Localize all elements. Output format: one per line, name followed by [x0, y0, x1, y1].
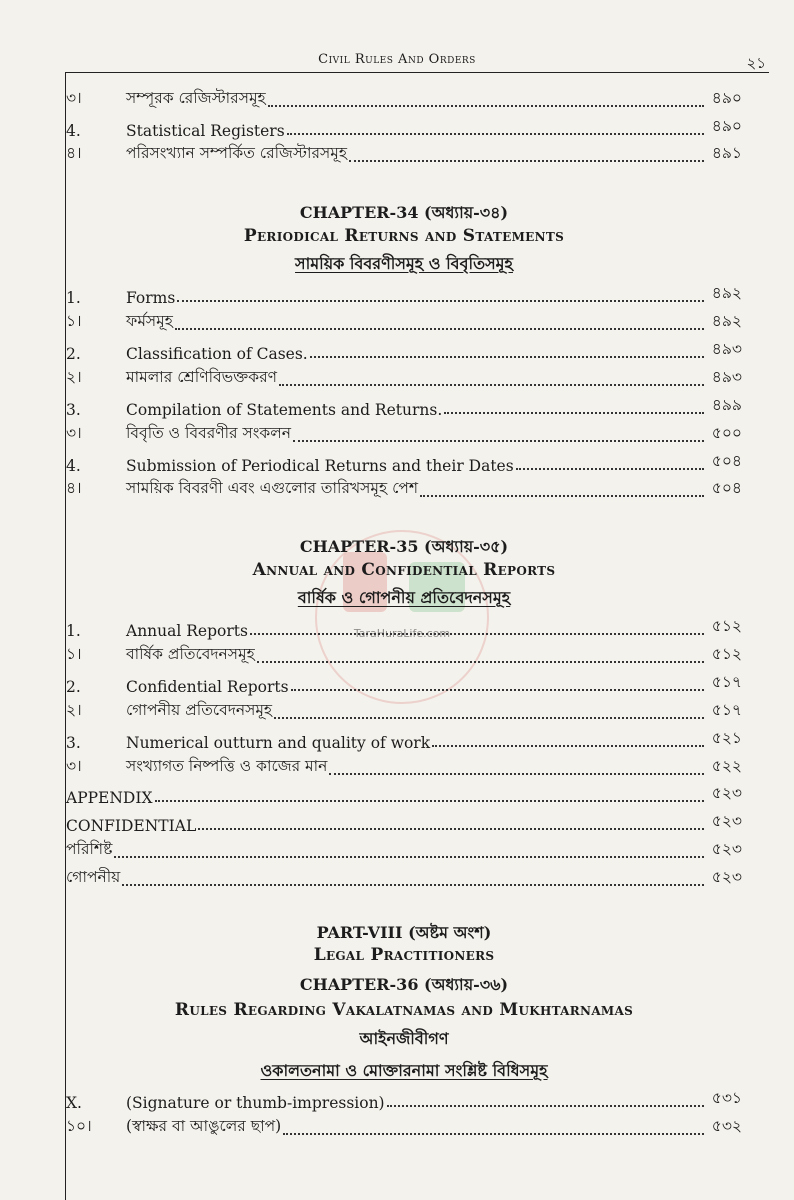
entry-number: ১।: [66, 645, 82, 663]
leader-dots: [250, 633, 704, 635]
entry-page: ৫০০: [711, 424, 742, 442]
chapter-34-title-bn: সাময়িক বিবরণীসমূহ ও বিবৃতিসমূহ: [295, 254, 513, 273]
toc-entry: [66, 421, 742, 447]
leader-dots: [268, 105, 704, 107]
entry-page: ৪৯২: [711, 284, 742, 302]
leader-dots: [420, 495, 704, 497]
toc-entry: [66, 337, 742, 363]
toc-entry: [66, 698, 742, 724]
entry-page: ৪৯১: [711, 144, 742, 162]
entry-number: X.: [66, 1094, 82, 1112]
entry-number: 4.: [66, 457, 81, 475]
chapter-34-title: Periodical Returns and Statements: [243, 226, 565, 246]
part-8-title: PART-VIII (অষ্টম অংশ): [316, 923, 492, 942]
entry-page: ৫২২: [711, 757, 742, 775]
chapter-36-title-bn: ওকালতনামা ও মোক্তারনামা সংশ্লিষ্ট বিধিসমূহ: [260, 1061, 548, 1080]
entry-label: Statistical Registers: [126, 122, 285, 140]
entry-page: ৫১২: [711, 645, 742, 663]
entry-number: ১০।: [66, 1117, 92, 1135]
entry-page: ৫০৪: [711, 452, 742, 470]
entry-label: APPENDIX: [66, 789, 153, 807]
leader-dots: [279, 384, 704, 386]
toc-entry: [66, 1114, 742, 1140]
entry-page: ৫২৩: [711, 784, 742, 802]
entry-page: ৪৯০: [711, 117, 742, 135]
entry-page: ৫২৩: [711, 840, 742, 858]
toc-entry: [66, 754, 742, 780]
entry-page: ৫১২: [711, 617, 742, 635]
entry-page: ৪৯৯: [711, 396, 742, 414]
entry-page: ৫৩২: [711, 1117, 742, 1135]
entry-page: ৫২৩: [711, 868, 742, 886]
entry-page: ৪৯০: [711, 89, 742, 107]
leader-dots: [293, 440, 704, 442]
leader-dots: [329, 773, 704, 775]
entry-page: ৫২৩: [711, 812, 742, 830]
entry-label: গোপনীয় প্রতিবেদনসমূহ: [126, 701, 273, 719]
entry-label: বিবৃতি ও বিবরণীর সংকলন: [126, 424, 292, 442]
toc-entry: [66, 1086, 742, 1112]
leader-dots: [349, 160, 704, 162]
chapter-36-title: Rules Regarding Vakalatnamas and Mukhtarnamas: [174, 1000, 634, 1020]
entry-number: ৩।: [66, 757, 82, 775]
leader-dots: [287, 133, 704, 135]
entry-number: ৪।: [66, 144, 82, 162]
leader-dots: [257, 661, 704, 663]
entry-label: Numerical outturn and quality of work: [126, 734, 431, 752]
entry-label: Classification of Cases.: [126, 345, 308, 363]
chapter-35-number: CHAPTER-35 (অধ্যায়-৩৫): [299, 537, 509, 556]
entry-label: Compilation of Statements and Returns.: [126, 401, 443, 419]
entry-page: ৪৯৩: [711, 368, 742, 386]
toc-entry: [66, 86, 742, 112]
toc-entry: [66, 281, 742, 307]
page-number: ২১: [746, 54, 766, 72]
entry-label: সংখ্যাগত নিষ্পত্তি ও কাজের মান: [126, 757, 328, 775]
entry-number: ৩।: [66, 89, 82, 107]
entry-number: 3.: [66, 734, 81, 752]
entry-page: ৪৯২: [711, 312, 742, 330]
leader-dots: [177, 300, 704, 302]
toc-appendix-entry: [66, 865, 742, 891]
entry-number: 2.: [66, 345, 81, 363]
entry-label: Forms: [126, 289, 176, 307]
running-title: Civil Rules And Orders: [318, 52, 476, 67]
toc-appendix-entry: [66, 809, 742, 835]
entry-label: ফর্মসমূহ: [126, 312, 173, 330]
entry-number: 2.: [66, 678, 81, 696]
entry-number: ১।: [66, 312, 82, 330]
part-8-subtitle: Legal Practitioners: [313, 945, 495, 965]
leader-dots: [198, 828, 704, 830]
toc-entry: [66, 614, 742, 640]
entry-page: ৫১৭: [711, 673, 742, 691]
leader-dots: [291, 689, 704, 691]
toc-entry: [66, 365, 742, 391]
entry-page: ৫০৪: [711, 479, 742, 497]
entry-label: Confidential Reports: [126, 678, 289, 696]
leader-dots: [444, 412, 704, 414]
entry-label: (স্বাক্ষর বা আঙুলের ছাপ): [126, 1117, 282, 1135]
part-8-subtitle-bn: আইনজীবীগণ: [359, 1029, 449, 1048]
leader-dots: [274, 717, 704, 719]
toc-appendix-entry: [66, 837, 742, 863]
entry-label: পরিশিষ্ট: [66, 840, 113, 858]
entry-number: ২।: [66, 368, 82, 386]
leader-dots: [432, 745, 704, 747]
entry-page: ৫১৭: [711, 701, 742, 719]
entry-label: Submission of Periodical Returns and their Dates: [126, 457, 514, 475]
header-rule: [65, 72, 769, 73]
toc-entry: [66, 726, 742, 752]
entry-page: ৪৯৩: [711, 340, 742, 358]
leader-dots: [122, 884, 704, 886]
entry-number: ৩।: [66, 424, 82, 442]
entry-label: মামলার শ্রেণিবিভক্তকরণ: [126, 368, 277, 386]
leader-dots: [310, 356, 704, 358]
chapter-34-number: CHAPTER-34 (অধ্যায়-৩৪): [299, 203, 509, 222]
toc-entry: [66, 393, 742, 419]
toc-entry: [66, 670, 742, 696]
toc-entry: [66, 114, 742, 140]
leader-dots: [283, 1133, 704, 1135]
running-header: [0, 50, 794, 74]
leader-dots: [114, 856, 704, 858]
toc-entry: [66, 476, 742, 502]
entry-label: Annual Reports: [126, 622, 248, 640]
leader-dots: [387, 1105, 704, 1107]
leader-dots: [155, 800, 704, 802]
toc-entry: [66, 141, 742, 167]
entry-label: CONFIDENTIAL: [66, 817, 197, 835]
entry-label: গোপনীয়: [66, 868, 121, 886]
entry-number: 4.: [66, 122, 81, 140]
entry-page: ৫২১: [711, 729, 742, 747]
entry-number: ৪।: [66, 479, 82, 497]
chapter-35-title: Annual and Confidential Reports: [252, 560, 556, 580]
entry-page: ৫৩১: [711, 1089, 742, 1107]
entry-label: পরিসংখ্যান সম্পর্কিত রেজিস্টারসমূহ: [126, 144, 347, 162]
toc-appendix-entry: [66, 781, 742, 807]
watermark-text: TaraHuraLife.com: [353, 627, 451, 640]
toc-entry: [66, 642, 742, 668]
chapter-35-title-bn: বার্ষিক ও গোপনীয় প্রতিবেদনসমূহ: [297, 588, 511, 607]
entry-label: সম্পূরক রেজিস্টারসমূহ: [126, 89, 266, 107]
toc-entry: [66, 449, 742, 475]
leader-dots: [516, 468, 704, 470]
toc-entry: [66, 309, 742, 335]
entry-label: সাময়িক বিবরণী এবং এগুলোর তারিখসমূহ পেশ: [126, 479, 419, 497]
chapter-36-number: CHAPTER-36 (অধ্যায়-৩৬): [299, 975, 509, 994]
entry-number: 1.: [66, 622, 81, 640]
entry-number: 3.: [66, 401, 81, 419]
leader-dots: [175, 328, 704, 330]
entry-number: 1.: [66, 289, 81, 307]
entry-label: (Signature or thumb-impression): [126, 1094, 385, 1112]
entry-label: বার্ষিক প্রতিবেদনসমূহ: [126, 645, 255, 663]
entry-number: ২।: [66, 701, 82, 719]
